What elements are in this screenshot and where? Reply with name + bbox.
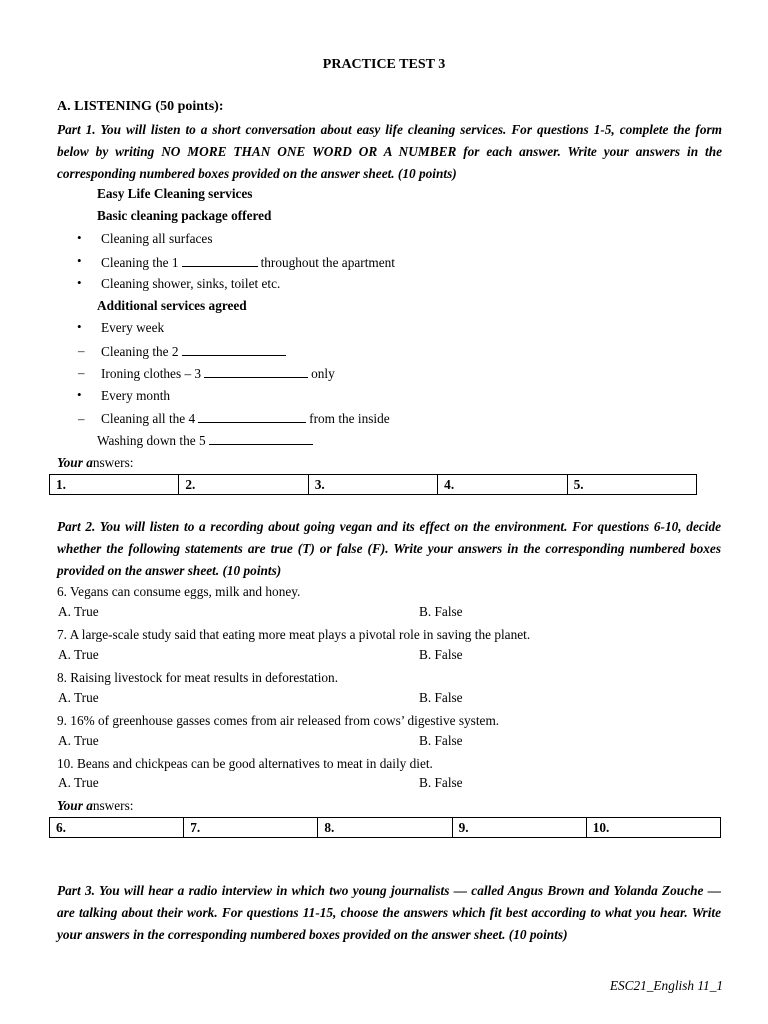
bullet-icon: • — [77, 275, 82, 290]
q9-option-b: B. False — [419, 733, 463, 748]
answer-box-10[interactable]: 10. — [586, 818, 720, 838]
answer-box-3[interactable]: 3. — [308, 475, 437, 495]
bullet-icon: • — [77, 253, 82, 268]
bullet-icon: • — [77, 230, 82, 245]
bullet-icon: • — [77, 319, 82, 334]
every-month-label: Every month — [101, 388, 171, 403]
part2-answer-table — [49, 817, 721, 838]
question-6: 6. Vegans can consume eggs, milk and honey. — [57, 584, 301, 599]
part2-instructions: Part 2. You will listen to a recording about going vegan and its effect on the environment. For questions 6-10, decide whether the following statements are true (T) or false (F). Write your answers in the corresponding numbered boxes provided on the answer sheet. (10 points) — [57, 519, 721, 578]
answer-box-6[interactable]: 6. — [50, 818, 184, 838]
gap-4-label: Cleaning all the 4 — [101, 411, 196, 426]
gap-3-suffix: only — [311, 366, 335, 381]
answer-box-2[interactable]: 2. — [179, 475, 308, 495]
dash-icon: – — [78, 365, 85, 380]
basic-item: Cleaning all surfaces — [101, 231, 213, 246]
basic-package-heading: Basic cleaning package offered — [97, 208, 272, 223]
gap-3-label: Ironing clothes – 3 — [101, 366, 202, 381]
gap-3-blank — [204, 365, 308, 378]
gap-3-item — [101, 365, 335, 382]
part1-instructions: Part 1. You will listen to a short conversation about easy life cleaning services. For questions 1-5, complete the form below by writing NO MORE THAN ONE WORD OR A NUMBER for each answer. Write your answers in the corresponding numbered boxes provided on the answer sheet. (10 points) — [57, 122, 722, 181]
q10-option-b: B. False — [419, 775, 463, 790]
answer-box-5[interactable]: 5. — [567, 475, 696, 495]
basic-item: Cleaning shower, sinks, toilet etc. — [101, 276, 281, 291]
answer-box-8[interactable]: 8. — [318, 818, 452, 838]
gap-1-suffix: throughout the apartment — [260, 255, 395, 270]
gap-4-blank — [198, 410, 306, 423]
question-9: 9. 16% of greenhouse gasses comes from air released from cows’ digestive system. — [57, 713, 500, 728]
q7-option-b: B. False — [419, 647, 463, 662]
q8-option-b: B. False — [419, 690, 463, 705]
dash-icon: – — [78, 343, 85, 358]
q6-option-a: A. True — [58, 604, 99, 619]
page-footer: ESC21_English 11_1 — [609, 978, 723, 993]
section-heading-listening: A. LISTENING (50 points): — [57, 99, 224, 114]
every-week-label: Every week — [101, 320, 165, 335]
q7-option-a: A. True — [58, 647, 99, 662]
gap-2-item — [101, 343, 289, 360]
q9-option-a: A. True — [58, 733, 99, 748]
answer-box-9[interactable]: 9. — [452, 818, 586, 838]
form-title: Easy Life Cleaning services — [97, 186, 253, 201]
q10-option-a: A. True — [58, 775, 99, 790]
gap-2-label: Cleaning the 2 — [101, 344, 179, 359]
gap-4-item — [101, 410, 390, 427]
gap-5-item — [97, 432, 316, 449]
answer-box-4[interactable]: 4. — [438, 475, 567, 495]
question-7: 7. A large-scale study said that eating more meat plays a pivotal role in saving the planet. — [57, 627, 531, 642]
gap-5-label: Washing down the 5 — [97, 433, 206, 448]
page-title: PRACTICE TEST 3 — [322, 57, 446, 72]
answer-box-1[interactable]: 1. — [50, 475, 179, 495]
your-answers-label: Your answers: — [57, 455, 134, 470]
gap-5-blank — [209, 432, 313, 445]
question-10: 10. Beans and chickpeas can be good alternatives to meat in daily diet. — [57, 756, 433, 771]
gap-1-label: Cleaning the 1 — [101, 255, 179, 270]
gap-4-suffix: from the inside — [309, 411, 390, 426]
basic-item — [101, 254, 395, 271]
part1-answer-table — [49, 474, 697, 495]
q8-option-a: A. True — [58, 690, 99, 705]
question-8: 8. Raising livestock for meat results in deforestation. — [57, 670, 339, 685]
additional-services-heading: Additional services agreed — [97, 298, 247, 313]
dash-icon: – — [78, 411, 85, 426]
gap-2-blank — [182, 343, 286, 356]
your-answers-label: Your answers: — [57, 798, 134, 813]
gap-1-blank — [182, 254, 258, 267]
q6-option-b: B. False — [419, 604, 463, 619]
answer-box-7[interactable]: 7. — [184, 818, 318, 838]
part3-instructions: Part 3. You will hear a radio interview in which two young journalists — called Angus Brown and Yolanda Zouche — are talking about their work. For questions 11-15, choose the answers which fit best according to what you hear. Write your answers in the corresponding numbered boxes provided on the answer sheet. (10 points) — [57, 883, 721, 942]
bullet-icon: • — [77, 387, 82, 402]
